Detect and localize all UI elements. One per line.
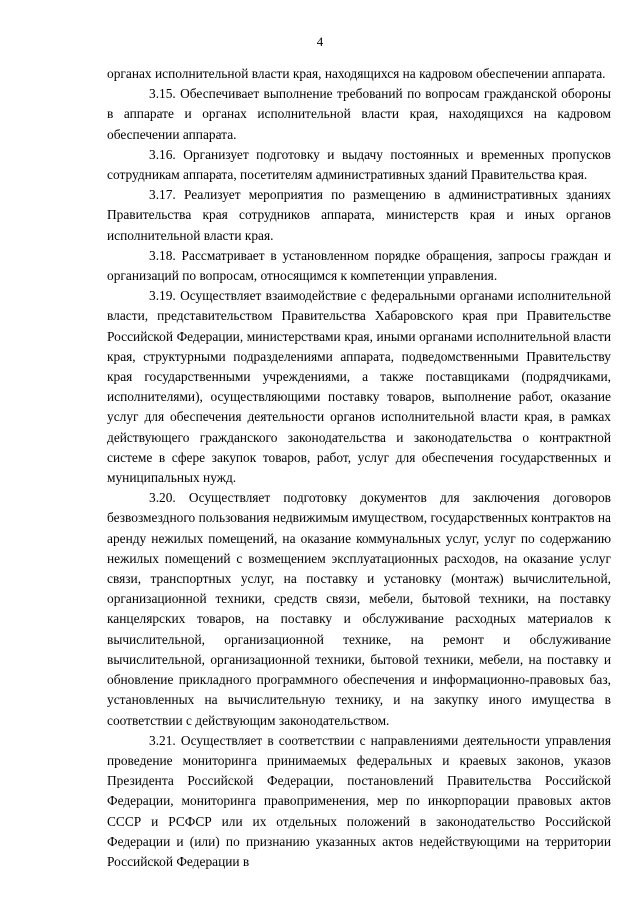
clause-3-20: 3.20. Осуществляет подготовку документов для заключения договоров безвозмездного пользования недвижимым имуществом, государственных контрактов на аренду нежилых помещений, на оказание коммунальных услуг, услуг по содержанию нежилых помещений с возмещением эксплуатационных расходов, на оказание услуг связи, транспортных услуг, на поставку и установку (монтаж) вычислительной, организационной техники, средств связи, мебели, бытовой техники, на поставку канцелярских товаров, на поставку и обслуживание расходных материалов к вычислительной, организационной технике, на ремонт и обслуживание вычислительной, организационной техники, бытовой техники, мебели, на поставку и обновление прикладного программного обеспечения и информационно-правовых баз, установленных на вычислительную технику, и на закупку иного имущества в соответствии с действующим законодательством. (107, 490, 611, 728)
clause-3-17: 3.17. Реализует мероприятия по размещению в административных зданиях Правительства края сотрудников аппарата, министерств края и иных органов исполнительной власти края. (107, 187, 611, 243)
clause-3-18: 3.18. Рассматривает в установленном порядке обращения, запросы граждан и организаций по вопросам, относящимся к компетенции управления. (107, 247, 611, 284)
document-body (107, 64, 611, 872)
clause-3-21: 3.21. Осуществляет в соответствии с направлениями деятельности управления проведение мониторинга принимаемых федеральных и краевых законов, указов Президента Российской Федерации, постановлений Правительства Российской Федерации, мониторинга правоприменения, мер по инкорпорации правовых актов СССР и РСФСР или их отдельных положений в законодательство Российской Федерации и (или) по признанию указанных актов недействующими на территории Российской Федерации в (107, 732, 611, 869)
page-number: 4 (316, 34, 324, 49)
paragraph-continuation: органах исполнительной власти края, находящихся на кадровом обеспечении аппарата. (107, 66, 606, 81)
clause-3-19: 3.19. Осуществляет взаимодействие с федеральными органами исполнительной власти, представительством Правительства Хабаровского края при Правительстве Российской Федерации, министерствами края, иными органами исполнительной власти края, структурными подразделениями аппарата, подведомственными Правительству края государственными учреждениями, а также поставщиками (подрядчиками, исполнителями), осуществляющими поставку товаров, выполнение работ, оказание услуг для обеспечения деятельности органов исполнительной власти края, в рамках действующего гражданского законодательства и законодательства о контрактной системе в сфере закупок товаров, работ, услуг для обеспечения государственных и муниципальных нужд. (107, 288, 611, 486)
clause-3-15: 3.15. Обеспечивает выполнение требований по вопросам гражданской обороны в аппарате и органах исполнительной власти края, находящихся на кадровом обеспечении аппарата. (107, 86, 611, 142)
clause-3-16: 3.16. Организует подготовку и выдачу постоянных и временных пропусков сотрудникам аппарата, посетителям административных зданий Правительства края. (107, 146, 611, 183)
